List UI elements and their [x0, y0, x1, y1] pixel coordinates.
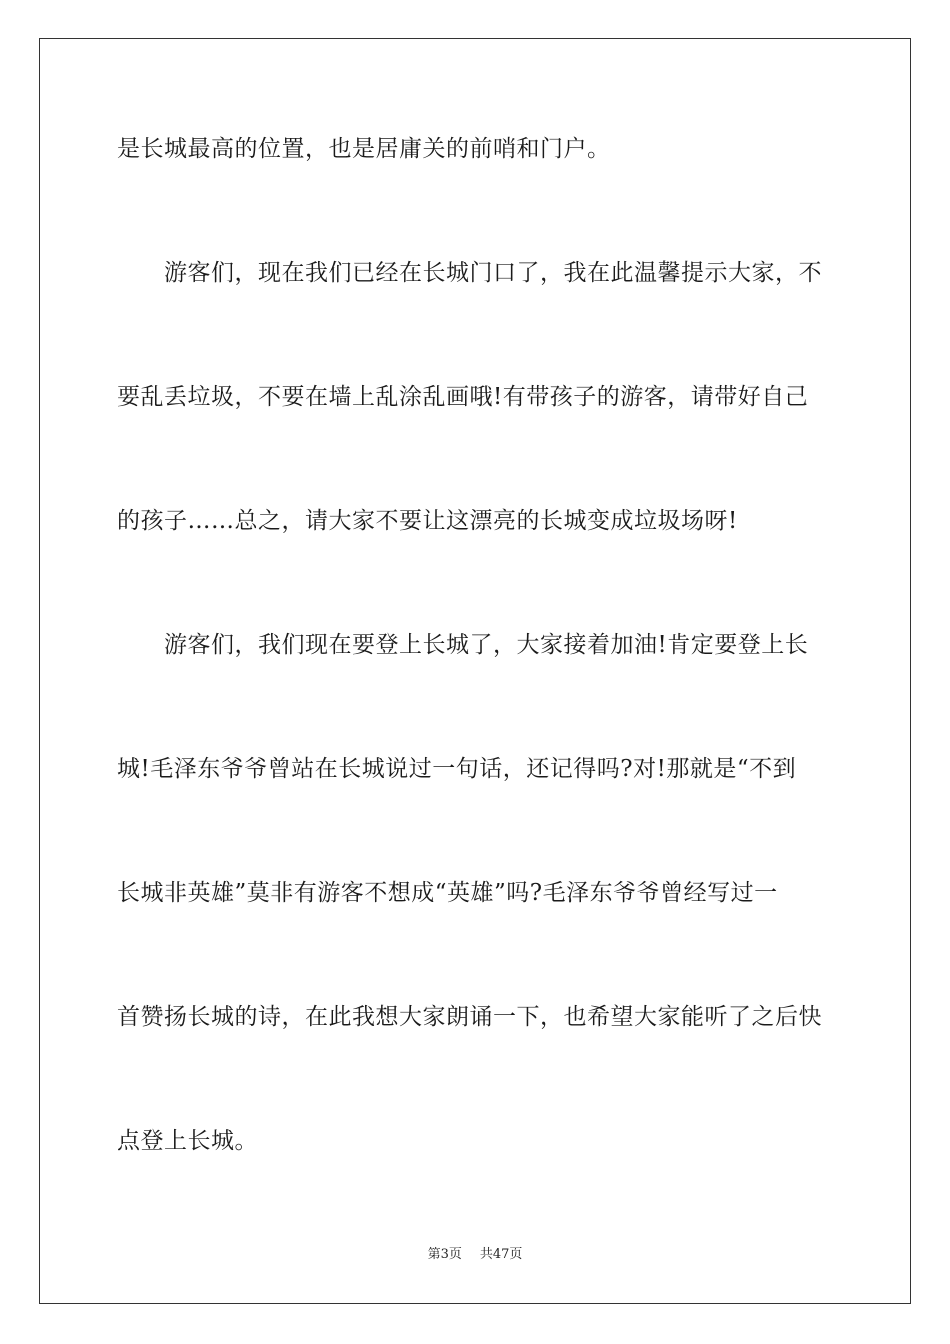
total-pages: 共47页: [479, 1247, 523, 1262]
text-line: 长城非英雄”莫非有游客不想成“英雄”吗?毛泽东爷爷曾经写过一: [117, 880, 778, 906]
text-line: 城!毛泽东爷爷曾站在长城说过一句话，还记得吗?对!那就是“不到: [117, 756, 797, 782]
text-line-indented: 游客们，我们现在要登上长城了，大家接着加油!肯定要登上长: [164, 632, 809, 658]
text-line: 的孩子……总之，请大家不要让这漂亮的长城变成垃圾场呀!: [117, 508, 738, 534]
page-border: [39, 38, 911, 1304]
page-footer: [0, 1246, 950, 1264]
text-line-indented: 游客们，现在我们已经在长城门口了，我在此温馨提示大家，不: [164, 260, 822, 286]
text-line: 点登上长城。: [117, 1128, 258, 1154]
text-line: 首赞扬长城的诗，在此我想大家朗诵一下，也希望大家能听了之后快: [117, 1004, 822, 1030]
text-line: 要乱丢垃圾，不要在墙上乱涂乱画哦!有带孩子的游客，请带好自己: [117, 384, 809, 410]
text-line: 是长城最高的位置，也是居庸关的前哨和门户。: [117, 136, 611, 162]
page-number: 第3页: [427, 1247, 462, 1262]
